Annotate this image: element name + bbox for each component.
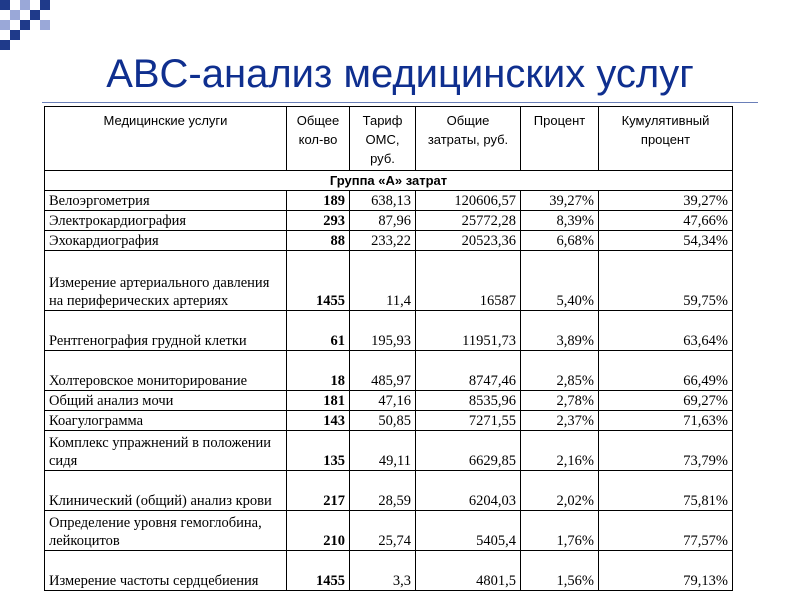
cell-quantity: 1455 bbox=[287, 551, 350, 591]
cell-tariff: 49,11 bbox=[350, 431, 416, 471]
deco-square bbox=[10, 30, 20, 40]
cell-tariff: 50,85 bbox=[350, 411, 416, 431]
cell-quantity: 143 bbox=[287, 411, 350, 431]
corner-decoration bbox=[0, 0, 60, 60]
cell-tariff: 3,3 bbox=[350, 551, 416, 591]
cell-tariff: 87,96 bbox=[350, 211, 416, 231]
table-row bbox=[45, 351, 733, 391]
deco-square bbox=[40, 20, 50, 30]
cell-cumulative: 79,13% bbox=[599, 551, 733, 591]
cell-quantity: 293 bbox=[287, 211, 350, 231]
cell-tariff: 47,16 bbox=[350, 391, 416, 411]
cell-cumulative: 59,75% bbox=[599, 251, 733, 311]
table-row bbox=[45, 471, 733, 511]
cell-percent: 1,56% bbox=[521, 551, 599, 591]
cell-cumulative: 47,66% bbox=[599, 211, 733, 231]
cell-percent: 2,02% bbox=[521, 471, 599, 511]
cell-service: Коагулограмма bbox=[45, 411, 287, 431]
cell-service: Комплекс упражнений в положении сидя bbox=[45, 431, 287, 471]
cell-cost: 8535,96 bbox=[416, 391, 521, 411]
cell-quantity: 18 bbox=[287, 351, 350, 391]
cell-cost: 120606,57 bbox=[416, 191, 521, 211]
cell-cost: 25772,28 bbox=[416, 211, 521, 231]
cell-cost: 6204,03 bbox=[416, 471, 521, 511]
cell-service: Электрокардиография bbox=[45, 211, 287, 231]
cell-percent: 8,39% bbox=[521, 211, 599, 231]
header-quantity: Общее кол-во bbox=[287, 107, 350, 171]
cell-quantity: 217 bbox=[287, 471, 350, 511]
cell-cumulative: 39,27% bbox=[599, 191, 733, 211]
group-label: Группа «А» затрат bbox=[45, 171, 733, 191]
title-divider bbox=[42, 102, 758, 103]
cell-percent: 2,37% bbox=[521, 411, 599, 431]
cell-service: Измерение частоты сердцебиения bbox=[45, 551, 287, 591]
cell-cost: 16587 bbox=[416, 251, 521, 311]
cell-percent: 2,85% bbox=[521, 351, 599, 391]
cell-quantity: 135 bbox=[287, 431, 350, 471]
table-row bbox=[45, 391, 733, 411]
cell-quantity: 189 bbox=[287, 191, 350, 211]
cell-quantity: 88 bbox=[287, 231, 350, 251]
deco-square bbox=[20, 0, 30, 10]
slide-title: ABC-анализ медицинских услуг bbox=[106, 52, 694, 96]
cell-service: Общий анализ мочи bbox=[45, 391, 287, 411]
cell-quantity: 1455 bbox=[287, 251, 350, 311]
deco-square bbox=[10, 10, 20, 20]
deco-square bbox=[0, 20, 10, 30]
cell-quantity: 210 bbox=[287, 511, 350, 551]
deco-square bbox=[30, 10, 40, 20]
table-row bbox=[45, 311, 733, 351]
cell-cumulative: 71,63% bbox=[599, 411, 733, 431]
deco-square bbox=[40, 0, 50, 10]
cell-service: Холтеровское мониторирование bbox=[45, 351, 287, 391]
cell-tariff: 28,59 bbox=[350, 471, 416, 511]
table-row bbox=[45, 211, 733, 231]
table-header-row bbox=[45, 107, 733, 171]
cell-quantity: 61 bbox=[287, 311, 350, 351]
cell-percent: 1,76% bbox=[521, 511, 599, 551]
deco-square bbox=[0, 0, 10, 10]
header-cumulative: Кумулятивный процент bbox=[599, 107, 733, 171]
cell-percent: 39,27% bbox=[521, 191, 599, 211]
cell-cumulative: 73,79% bbox=[599, 431, 733, 471]
cell-cumulative: 63,64% bbox=[599, 311, 733, 351]
group-row bbox=[45, 171, 733, 191]
cell-service: Клинический (общий) анализ крови bbox=[45, 471, 287, 511]
cell-tariff: 195,93 bbox=[350, 311, 416, 351]
cell-cost: 8747,46 bbox=[416, 351, 521, 391]
cell-cost: 5405,4 bbox=[416, 511, 521, 551]
cell-percent: 2,78% bbox=[521, 391, 599, 411]
cell-tariff: 25,74 bbox=[350, 511, 416, 551]
header-tariff: Тариф ОМС, руб. bbox=[350, 107, 416, 171]
cell-service: Измерение артериального давления на периферических артериях bbox=[45, 251, 287, 311]
header-service: Медицинские услуги bbox=[45, 107, 287, 171]
cell-cost: 4801,5 bbox=[416, 551, 521, 591]
cell-cumulative: 54,34% bbox=[599, 231, 733, 251]
cell-service: Рентгенография грудной клетки bbox=[45, 311, 287, 351]
abc-table bbox=[44, 106, 733, 591]
table-row bbox=[45, 431, 733, 471]
cell-cost: 7271,55 bbox=[416, 411, 521, 431]
cell-service: Определение уровня гемоглобина, лейкоцитов bbox=[45, 511, 287, 551]
cell-service: Велоэргометрия bbox=[45, 191, 287, 211]
cell-cumulative: 69,27% bbox=[599, 391, 733, 411]
cell-cost: 20523,36 bbox=[416, 231, 521, 251]
cell-percent: 2,16% bbox=[521, 431, 599, 471]
table-row bbox=[45, 251, 733, 311]
cell-cumulative: 77,57% bbox=[599, 511, 733, 551]
header-cost: Общие затраты, руб. bbox=[416, 107, 521, 171]
cell-tariff: 485,97 bbox=[350, 351, 416, 391]
cell-cumulative: 75,81% bbox=[599, 471, 733, 511]
header-percent: Процент bbox=[521, 107, 599, 171]
deco-square bbox=[20, 20, 30, 30]
cell-service: Эхокардиография bbox=[45, 231, 287, 251]
cell-percent: 3,89% bbox=[521, 311, 599, 351]
table-row bbox=[45, 511, 733, 551]
deco-square bbox=[0, 40, 10, 50]
cell-cumulative: 66,49% bbox=[599, 351, 733, 391]
table-row bbox=[45, 191, 733, 211]
cell-tariff: 11,4 bbox=[350, 251, 416, 311]
cell-quantity: 181 bbox=[287, 391, 350, 411]
cell-tariff: 638,13 bbox=[350, 191, 416, 211]
cell-percent: 6,68% bbox=[521, 231, 599, 251]
cell-percent: 5,40% bbox=[521, 251, 599, 311]
table-row bbox=[45, 231, 733, 251]
cell-cost: 11951,73 bbox=[416, 311, 521, 351]
cell-cost: 6629,85 bbox=[416, 431, 521, 471]
table-row bbox=[45, 551, 733, 591]
table-row bbox=[45, 411, 733, 431]
cell-tariff: 233,22 bbox=[350, 231, 416, 251]
